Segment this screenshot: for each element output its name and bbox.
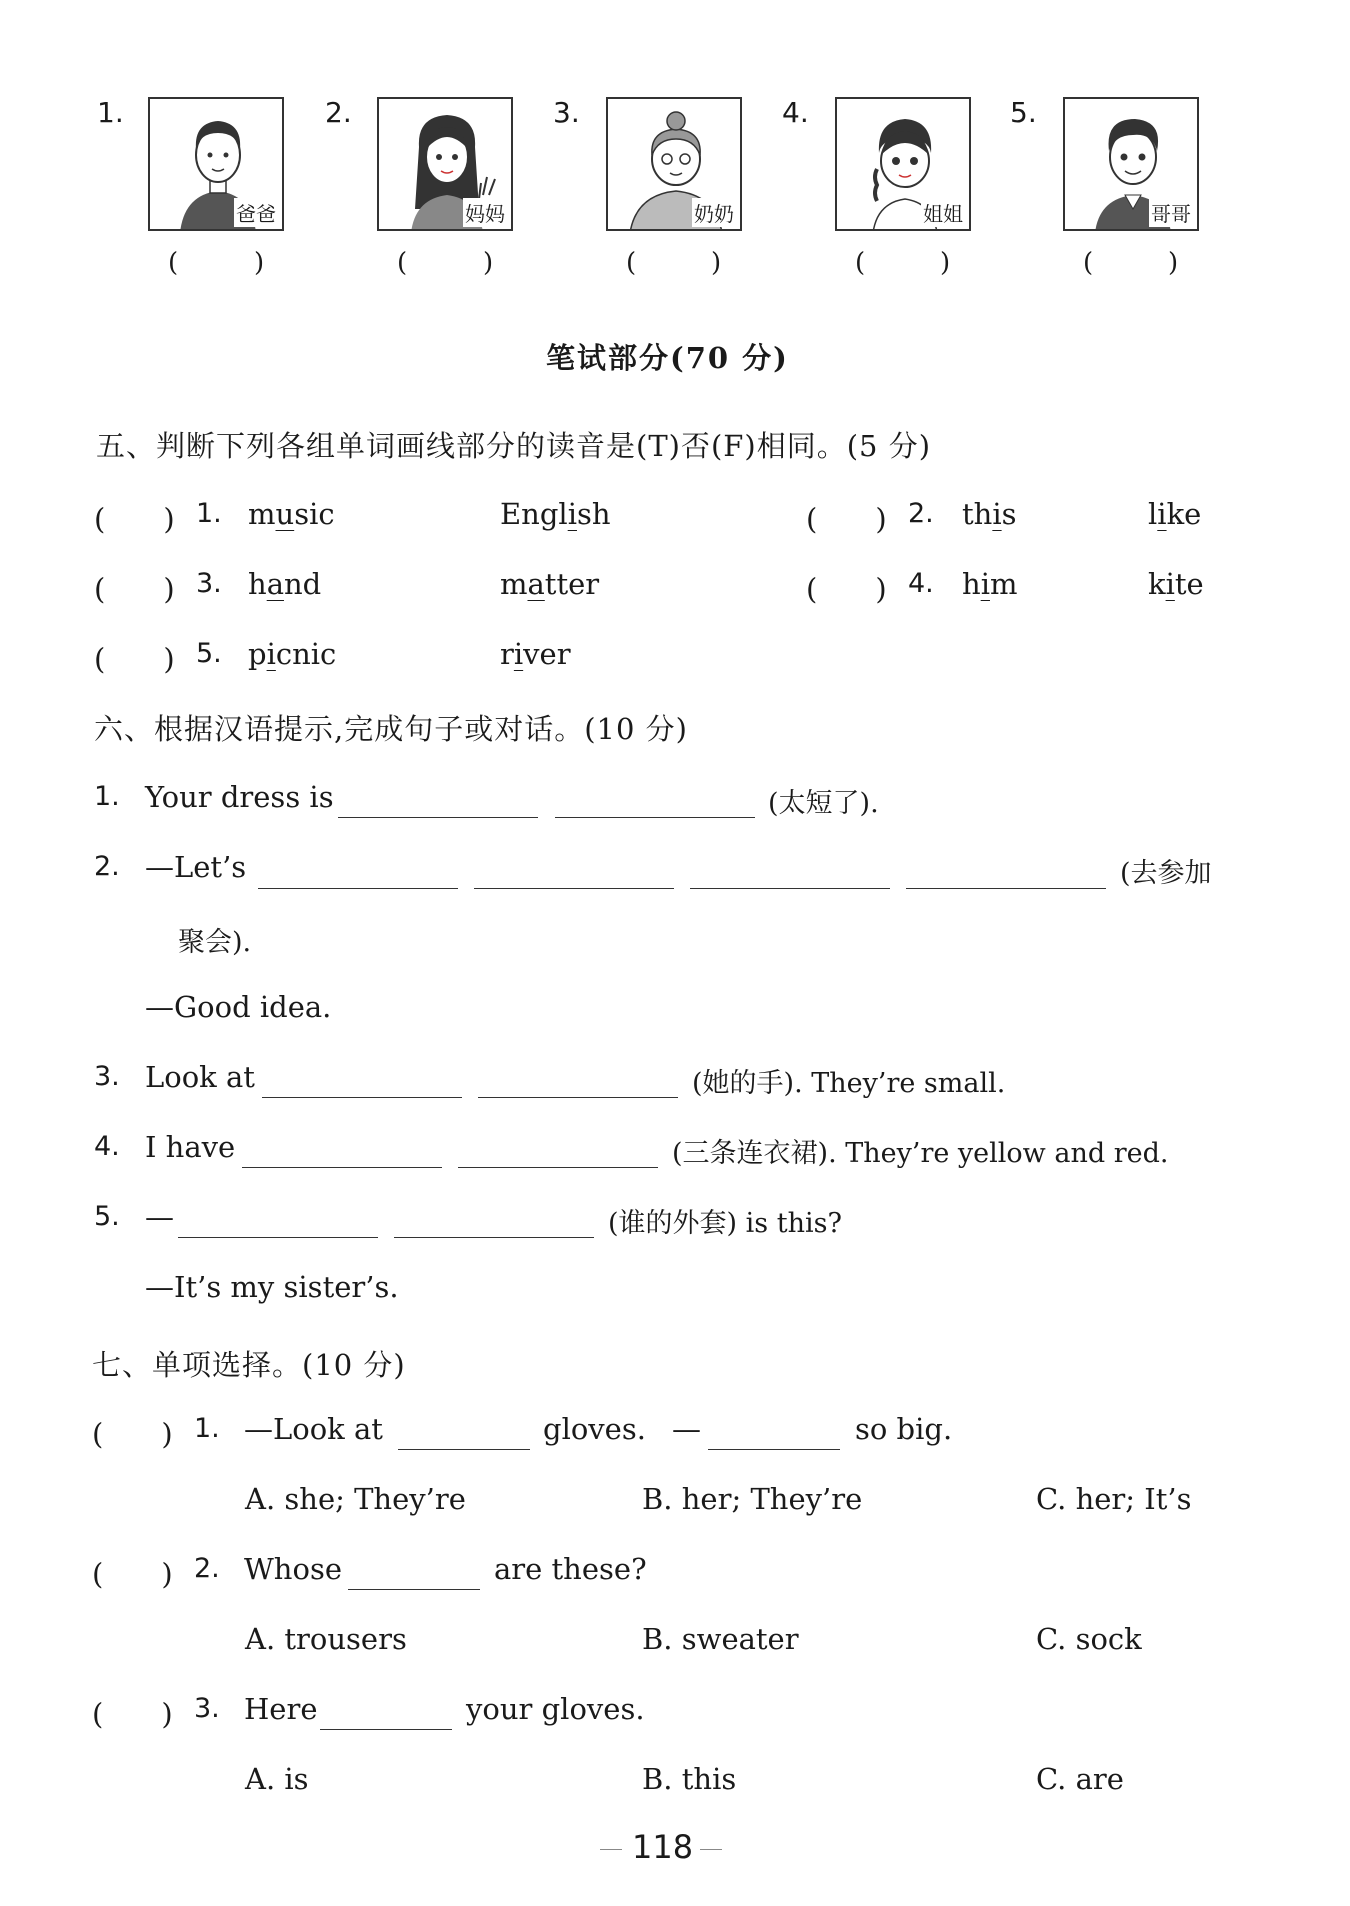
picture-caption: 奶奶 xyxy=(692,198,736,227)
answer-blank[interactable] xyxy=(394,1237,594,1238)
answer-paren-right: ) xyxy=(254,248,265,278)
picture-brother xyxy=(1063,97,1199,231)
dialogue-reply: —Good idea. xyxy=(145,990,332,1024)
answer-blank[interactable] xyxy=(690,888,890,889)
word-part: k xyxy=(1148,567,1166,601)
answer-blank[interactable] xyxy=(458,1167,658,1168)
answer-paren-left: ( xyxy=(397,248,408,278)
word-part: l xyxy=(1148,497,1158,531)
answer-paren-right: ) xyxy=(940,248,951,278)
answer-blank[interactable] xyxy=(262,1097,462,1098)
option-a[interactable]: A. trousers xyxy=(245,1622,407,1656)
sentence-text: — xyxy=(145,1200,174,1234)
word-part: r xyxy=(500,637,514,671)
item-number: 2. xyxy=(194,1553,220,1584)
word-2 xyxy=(1148,497,1201,531)
answer-blank[interactable] xyxy=(478,1097,678,1098)
question-part: —Look at xyxy=(244,1412,383,1446)
answer-blank[interactable] xyxy=(398,1449,530,1450)
word-1 xyxy=(962,567,1017,601)
written-section-title: 笔试部分(70 分) xyxy=(546,341,789,375)
underlined-letter: i xyxy=(266,637,276,671)
answer-paren: ( ) xyxy=(806,572,887,606)
answer-blank[interactable] xyxy=(708,1449,840,1450)
item-number: 4. xyxy=(908,568,934,599)
option-c[interactable]: C. her; It’s xyxy=(1036,1482,1192,1516)
question-part: so big. xyxy=(855,1412,953,1446)
item-number: 2. xyxy=(908,498,934,529)
picture-grandmother xyxy=(606,97,742,231)
option-b[interactable]: B. her; They’re xyxy=(642,1482,863,1516)
section-5-heading: 五、判断下列各组单词画线部分的读音是(T)否(F)相同。(5 分) xyxy=(96,429,932,463)
answer-blank[interactable] xyxy=(178,1237,378,1238)
item-number: 4. xyxy=(94,1131,120,1162)
answer-paren: ( ) xyxy=(92,1697,173,1731)
answer-paren-left: ( xyxy=(168,248,179,278)
word-1 xyxy=(962,497,1017,531)
word-1 xyxy=(248,637,336,671)
chinese-hint: (她的手). They’re small. xyxy=(692,1068,1006,1099)
answer-blank[interactable] xyxy=(258,888,458,889)
item-number: 1. xyxy=(196,498,222,529)
word-part: ke xyxy=(1166,497,1202,531)
question-part: are these? xyxy=(494,1552,647,1586)
underlined-letter: i xyxy=(980,567,990,601)
picture-caption: 爸爸 xyxy=(234,198,278,227)
section-6-heading: 六、根据汉语提示,完成句子或对话。(10 分) xyxy=(94,712,688,746)
underlined-letter: u xyxy=(275,497,295,531)
answer-blank[interactable] xyxy=(474,888,674,889)
option-c[interactable]: C. are xyxy=(1036,1762,1124,1796)
word-2 xyxy=(500,567,599,601)
answer-blank[interactable] xyxy=(338,817,538,818)
section-7-heading: 七、单项选择。(10 分) xyxy=(92,1348,406,1382)
answer-paren: ( ) xyxy=(94,572,175,606)
item-number: 3. xyxy=(196,568,222,599)
word-part: tter xyxy=(544,567,600,601)
option-a[interactable]: A. is xyxy=(245,1762,309,1796)
answer-paren: ( ) xyxy=(94,642,175,676)
item-number: 3. xyxy=(194,1693,220,1724)
answer-paren-left: ( xyxy=(1083,248,1094,278)
word-2 xyxy=(500,637,571,671)
picture-number: 3. xyxy=(553,96,580,129)
picture-number: 1. xyxy=(97,96,124,129)
underlined-letter: i xyxy=(567,497,577,531)
picture-caption: 姐姐 xyxy=(921,198,965,227)
word-2 xyxy=(1148,567,1204,601)
chinese-hint-continued: 聚会). xyxy=(178,927,252,958)
item-number: 5. xyxy=(94,1201,120,1232)
sentence-text: I have xyxy=(145,1130,236,1164)
answer-paren-right: ) xyxy=(1168,248,1179,278)
item-number: 1. xyxy=(194,1413,220,1444)
question-part: gloves. xyxy=(543,1412,646,1446)
item-number: 1. xyxy=(94,781,120,812)
word-part: te xyxy=(1174,567,1204,601)
word-part: s xyxy=(1001,497,1017,531)
answer-blank[interactable] xyxy=(906,888,1106,889)
picture-mother xyxy=(377,97,513,231)
word-1 xyxy=(248,567,321,601)
question-part: Whose xyxy=(244,1552,342,1586)
picture-caption: 妈妈 xyxy=(463,198,507,227)
underlined-letter: i xyxy=(513,637,524,671)
page-number: 118 xyxy=(632,1828,694,1866)
page-number-dash-right xyxy=(700,1849,722,1850)
question-part: your gloves. xyxy=(466,1692,645,1726)
word-1 xyxy=(248,497,335,531)
picture-number: 2. xyxy=(325,96,352,129)
chinese-hint: (三条连衣裙). They’re yellow and red. xyxy=(672,1138,1169,1169)
picture-number: 4. xyxy=(782,96,809,129)
answer-paren: ( ) xyxy=(92,1557,173,1591)
picture-caption: 哥哥 xyxy=(1149,198,1193,227)
word-2 xyxy=(500,497,611,531)
answer-paren: ( ) xyxy=(806,502,887,536)
option-c[interactable]: C. sock xyxy=(1036,1622,1142,1656)
answer-blank[interactable] xyxy=(348,1589,480,1590)
option-b[interactable]: B. sweater xyxy=(642,1622,799,1656)
word-part: ver xyxy=(523,637,571,671)
word-part: th xyxy=(962,497,993,531)
word-part: p xyxy=(248,637,267,671)
answer-blank[interactable] xyxy=(242,1167,442,1168)
picture-sister xyxy=(835,97,971,231)
underlined-letter: a xyxy=(527,567,545,601)
chinese-hint: (太短了). xyxy=(768,788,879,819)
item-number: 2. xyxy=(94,851,120,882)
item-number: 5. xyxy=(196,638,222,669)
option-a[interactable]: A. she; They’re xyxy=(245,1482,466,1516)
underlined-letter: i xyxy=(992,497,1002,531)
answer-blank[interactable] xyxy=(320,1729,452,1730)
sentence-text: Your dress is xyxy=(145,780,334,814)
word-part: h xyxy=(962,567,981,601)
word-part: sh xyxy=(576,497,611,531)
page-number-dash-left xyxy=(600,1849,622,1850)
underlined-letter: a xyxy=(266,567,284,601)
item-number: 3. xyxy=(94,1061,120,1092)
answer-paren-right: ) xyxy=(711,248,722,278)
underlined-letter: i xyxy=(1165,567,1175,601)
answer-paren-right: ) xyxy=(483,248,494,278)
sentence-text: Look at xyxy=(145,1060,255,1094)
answer-paren: ( ) xyxy=(92,1417,173,1451)
word-part: cnic xyxy=(275,637,337,671)
answer-paren-left: ( xyxy=(855,248,866,278)
word-part: nd xyxy=(283,567,322,601)
word-part: m xyxy=(500,567,528,601)
word-part: m xyxy=(248,497,276,531)
chinese-hint: (去参加 xyxy=(1120,858,1212,889)
option-b[interactable]: B. this xyxy=(642,1762,737,1796)
word-part: m xyxy=(989,567,1018,601)
underlined-letter: i xyxy=(1157,497,1167,531)
word-part: sic xyxy=(294,497,335,531)
chinese-hint: (谁的外套) is this? xyxy=(608,1208,842,1239)
answer-paren-left: ( xyxy=(626,248,637,278)
answer-blank[interactable] xyxy=(555,817,755,818)
question-part: — xyxy=(672,1412,701,1446)
dialogue-reply: —It’s my sister’s. xyxy=(145,1270,399,1304)
word-part: h xyxy=(248,567,267,601)
sentence-text: —Let’s xyxy=(145,850,247,884)
question-part: Here xyxy=(244,1692,318,1726)
picture-father xyxy=(148,97,284,231)
picture-number: 5. xyxy=(1010,96,1037,129)
word-part: Engl xyxy=(500,497,568,531)
answer-paren: ( ) xyxy=(94,502,175,536)
